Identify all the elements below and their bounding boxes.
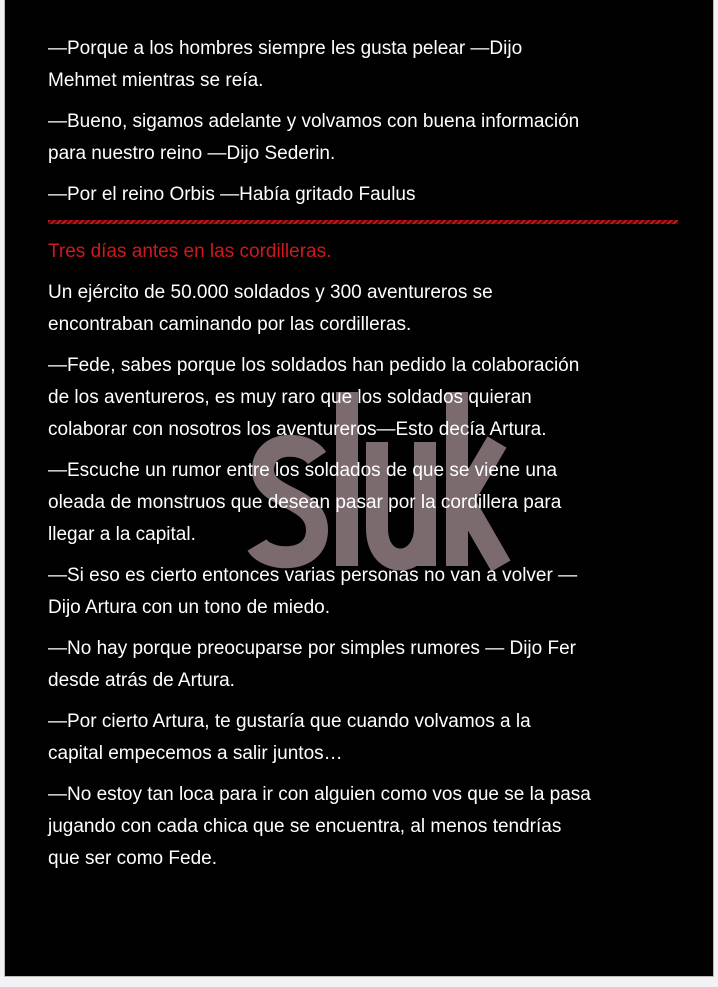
paragraph <box>48 706 688 770</box>
dialogue-block-bottom <box>48 277 688 875</box>
paragraph <box>48 633 688 697</box>
paragraph <box>48 350 688 446</box>
text-line: —Porque a los hombres siempre les gusta pelear —Dijo <box>48 38 523 59</box>
document-page <box>4 0 714 977</box>
text-line: encontraban caminando por las cordilleras. <box>48 314 412 335</box>
text-line: —Por cierto Artura, te gustaría que cuando volvamos a la <box>48 711 531 732</box>
text-line: —No hay porque preocuparse por simples rumores — Dijo Fer <box>48 638 576 659</box>
red-divider <box>48 220 678 224</box>
text-line: —Por el reino Orbis —Había gritado Faulus <box>48 184 416 205</box>
text-line: —Escuche un rumor entre los soldados de que se viene una <box>48 460 558 481</box>
text-line: —Si eso es cierto entonces varias personas no van a volver — <box>48 565 578 586</box>
text-line: Un ejército de 50.000 soldados y 300 aventureros se <box>48 282 493 303</box>
dialogue-block-top <box>48 33 688 211</box>
text-line: Mehmet mientras se reía. <box>48 70 264 91</box>
section-heading: Tres días antes en las cordilleras. <box>48 241 332 262</box>
paragraph <box>48 277 688 341</box>
text-line: desde atrás de Artura. <box>48 670 235 691</box>
text-line: de los aventureros, es muy raro que los soldados quieran <box>48 387 532 408</box>
page-content <box>48 33 688 884</box>
paragraph <box>48 455 688 551</box>
text-line: capital empecemos a salir juntos… <box>48 743 343 764</box>
paragraph <box>48 560 688 624</box>
text-line: colaborar con nosotros los aventureros—Esto decía Artura. <box>48 419 547 440</box>
text-line: llegar a la capital. <box>48 524 196 545</box>
text-line: —Bueno, sigamos adelante y volvamos con buena información <box>48 111 580 132</box>
text-line: —Fede, sabes porque los soldados han pedido la colaboración <box>48 355 580 376</box>
text-line: —No estoy tan loca para ir con alguien como vos que se la pasa <box>48 784 591 805</box>
text-line: jugando con cada chica que se encuentra, al menos tendrías <box>48 816 562 837</box>
text-line: Dijo Artura con un tono de miedo. <box>48 597 331 618</box>
paragraph <box>48 33 688 97</box>
paragraph <box>48 779 688 875</box>
text-line: para nuestro reino —Dijo Sederin. <box>48 143 336 164</box>
text-line: que ser como Fede. <box>48 848 217 869</box>
paragraph <box>48 106 688 170</box>
text-line: oleada de monstruos que desean pasar por la cordillera para <box>48 492 562 513</box>
paragraph <box>48 179 688 211</box>
